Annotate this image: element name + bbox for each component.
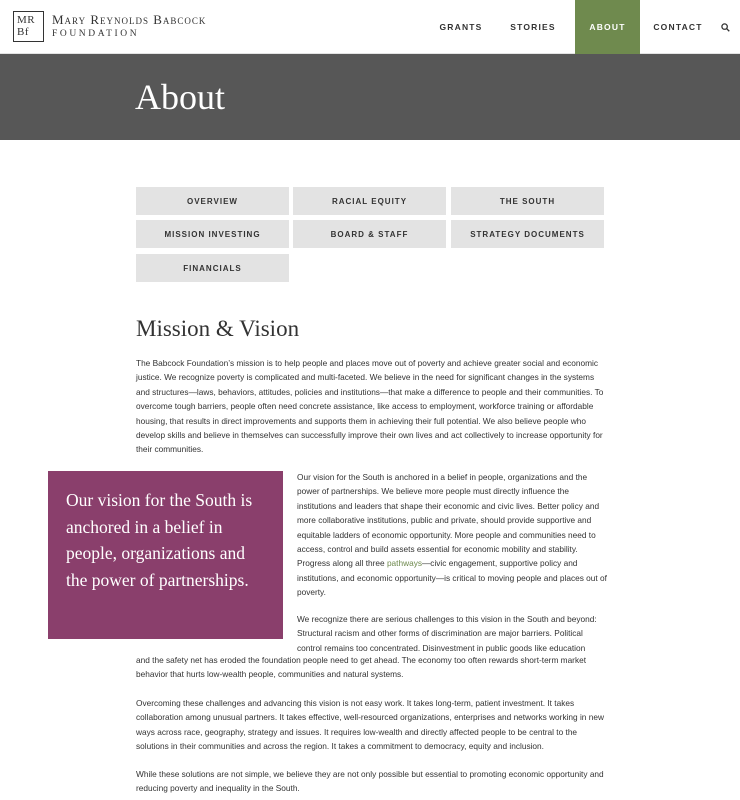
vision-text-before: Our vision for the South is anchored in a belief in people, organizations and the power of partnerships. We believe more people must directly influence the institutions and leaders that shape their economic and civic lives. Better policy and more collaborative institutions, public and private, should provide supportive and equitable ladders of economic opportunity. More people and communities need to access, control and build assets essential for economic mobility and stability. Progress along all three [297, 472, 600, 569]
main-nav [425, 0, 740, 54]
nav-item-contact[interactable]: CONTACT [653, 22, 703, 32]
page-title: About [135, 77, 225, 117]
nav-item-grants[interactable]: GRANTS [439, 22, 483, 32]
logo-subtitle: FOUNDATION [52, 29, 140, 39]
section-title: Mission & Vision [136, 316, 300, 341]
subnav-board-staff[interactable]: BOARD & STAFF [293, 220, 446, 248]
challenges-paragraph-part2: and the safety net has eroded the foundation people need to get ahead. The economy too often rewards short-term market behavior that hurts low-wealth people, communities and natural systems. [136, 655, 587, 680]
subnav-financials[interactable]: FINANCIALS [136, 254, 289, 282]
challenges-paragraph-part1: We recognize there are serious challenges to this vision in the South and beyond: Structural racism and other forms of discrimination are major barriers. Political control remains too concentrated. Disinvestment in public goods like education [297, 614, 597, 653]
subnav-the-south[interactable]: THE SOUTH [451, 187, 604, 215]
search-icon [721, 23, 730, 32]
logo-text [52, 12, 206, 41]
pull-quote-text: Our vision for the South is anchored in a belief in people, organizations and the power of partnerships. [66, 490, 253, 590]
site-header [0, 0, 740, 54]
advancing-paragraph: Overcoming these challenges and advancing this vision is not easy work. It takes long-term, patient investment. It takes collaboration among unusual partners. It takes effective, well-resourced organizations, enterprises and networks working in new ways across race, geography, strategy and issues. It requires low-wealth and directly affected people to be central to the solutions in their communities and across the region. It takes a commitment to democracy, equity and inclusion. [136, 698, 604, 752]
logo-name: Mary Reynolds Babcock [52, 12, 207, 27]
search-button[interactable] [710, 0, 740, 54]
subnav-mission-investing[interactable]: MISSION INVESTING [136, 220, 289, 248]
subnav-strategy-documents[interactable]: STRATEGY DOCUMENTS [451, 220, 604, 248]
page-banner [0, 54, 740, 140]
pathways-link[interactable]: pathways [386, 558, 422, 569]
nav-item-about[interactable]: ABOUT [575, 0, 640, 54]
logo-mark-line1: MR [17, 14, 36, 26]
solutions-paragraph: While these solutions are not simple, we believe they are not only possible but essential to promoting economic opportunity and reducing poverty and inequality in the South. [136, 769, 604, 794]
mission-paragraph: The Babcock Foundation’s mission is to help people and places move out of poverty and achieve greater social and economic justice. We recognize poverty is complicated and multi-faceted. We believe in the need for significant changes in the systems and structures—laws, behaviors, attitudes, policies and institutions—that make a difference to people and their communities. To overcome tough barriers, people often need concrete assistance, like access to employment, workforce training or affordable housing, that results in direct improvements and supports them in achieving their full potential. We also believe people who develop skills and believe in themselves can successfully improve their own lives and act collectively to increase opportunity for their communities. [136, 358, 604, 455]
subnav-racial-equity[interactable]: RACIAL EQUITY [293, 187, 446, 215]
subnav-overview[interactable]: OVERVIEW [136, 187, 289, 215]
vision-text-after: —civic engagement, supportive policy and institutions, and economic opportunity—is critical to moving people and places out of poverty. [297, 558, 607, 598]
logo-mark [13, 11, 44, 42]
nav-item-stories[interactable]: STORIES [510, 22, 556, 32]
pull-quote [48, 471, 283, 639]
logo-mark-line2: Bf [17, 26, 29, 38]
site-logo[interactable] [13, 11, 206, 42]
vision-paragraph [297, 470, 607, 600]
